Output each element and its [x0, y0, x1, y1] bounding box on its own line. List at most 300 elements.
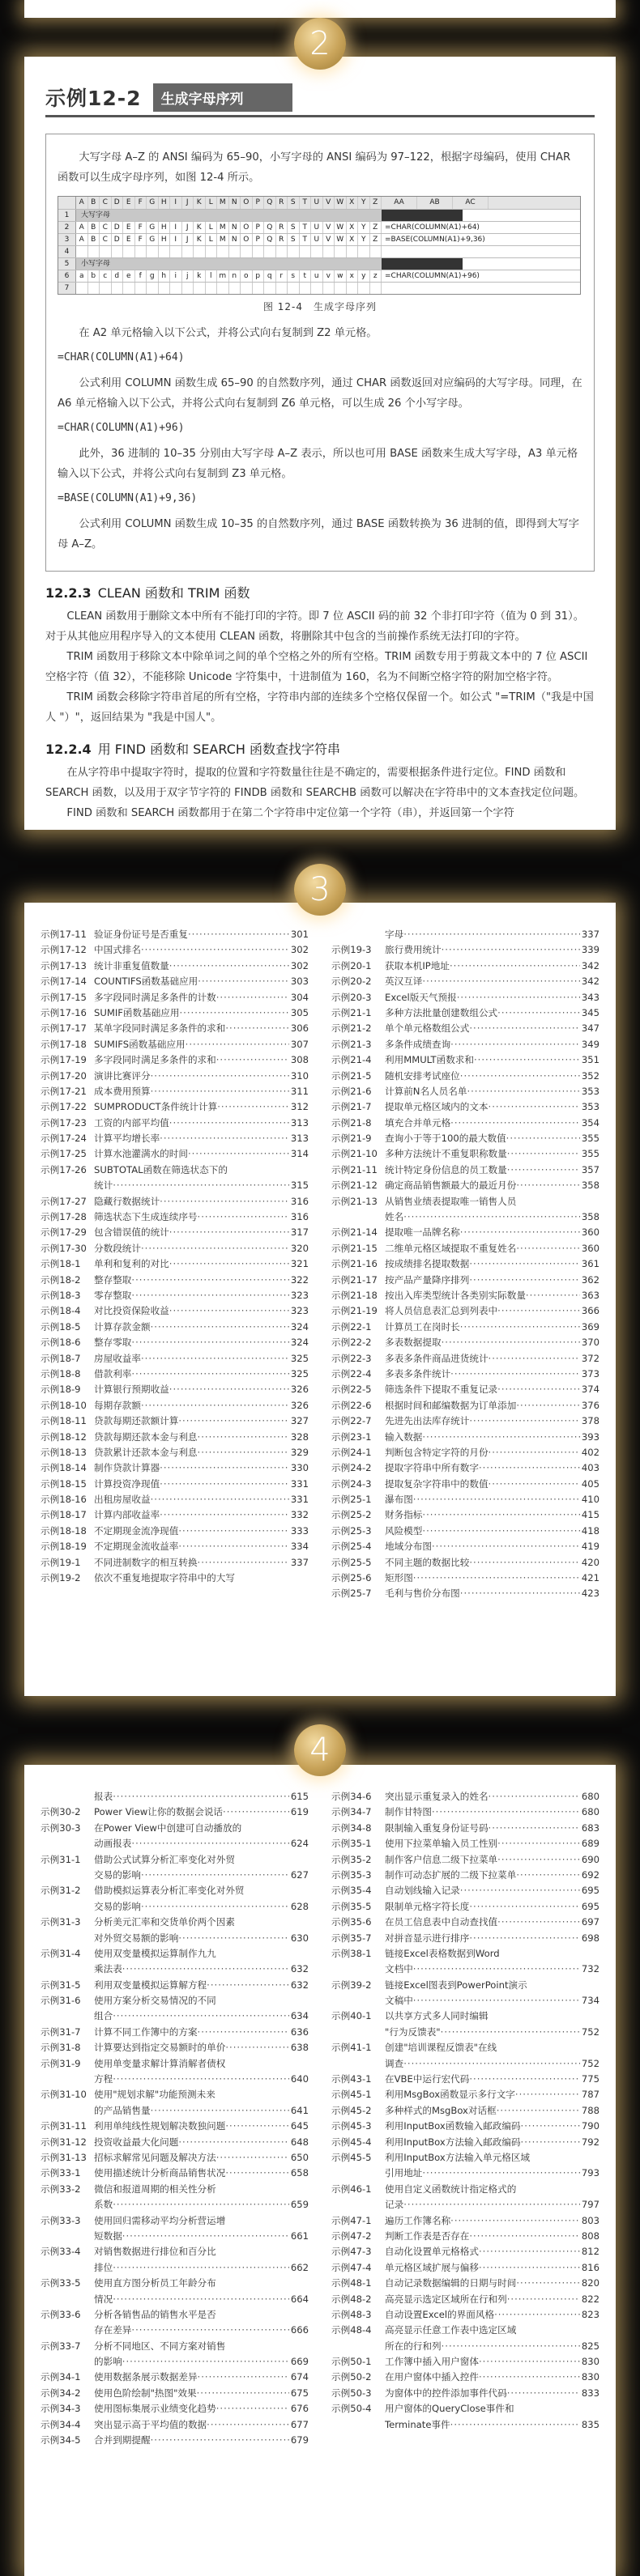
toc-title: "行为反馈表": [385, 2026, 441, 2038]
section-title: 用 FIND 函数和 SEARCH 函数查找字符串: [97, 742, 340, 757]
toc-label: 示例21-9: [331, 1133, 372, 1145]
toc-title: 提取字符串中所有数字: [385, 1462, 479, 1474]
toc-entry: [331, 1209, 599, 1225]
toc-label: 示例45-5: [331, 2151, 372, 2163]
toc-entry: [331, 1005, 599, 1021]
toc-label: 示例19-1: [41, 1556, 81, 1568]
toc-column-right: [320, 1789, 599, 2448]
toc-leader: [432, 1804, 580, 1820]
toc-title: 借款利率: [94, 1367, 132, 1379]
toc-title: 提取唯一品牌名称: [385, 1226, 460, 1239]
empty-cell: [229, 246, 241, 257]
column-letter: V: [323, 197, 335, 209]
toc-page: 640: [290, 2073, 309, 2085]
toc-entry: [41, 2197, 309, 2213]
toc-page: 775: [581, 2073, 599, 2085]
sheet-row: [58, 209, 580, 221]
column-letter: AC: [453, 197, 489, 209]
toc-leader: [197, 2386, 289, 2401]
toc-entry: [41, 1037, 309, 1052]
toc-entry: [331, 2197, 599, 2213]
toc-page: 624: [290, 1838, 309, 1850]
toc-title: 计算水池灌满水的时间: [94, 1148, 188, 1160]
toc-page: 370: [581, 1337, 599, 1349]
step-text-3: 此外，36 进制的 10–35 分别由大写字母 A–Z 表示，所以也可用 BASE 函数来生成大写字母，A3 单元格输入以下公式，并将公式向右复制到 Z3 单元格。: [58, 448, 578, 480]
toc-page: 421: [581, 1572, 599, 1584]
toc-entry: [331, 1099, 599, 1115]
letter-cell: Y: [358, 222, 370, 233]
toc-page: 334: [290, 1541, 309, 1553]
toc-title: SUMPRODUCT条件统计计算: [94, 1101, 218, 1113]
toc-leader: [413, 1492, 580, 1507]
section-badge-4: [294, 1724, 346, 1776]
empty-cell: [159, 283, 171, 294]
toc-label: 示例34-8: [331, 1821, 372, 1834]
toc-label: 示例18-17: [41, 1509, 87, 1521]
toc-page: 790: [581, 2120, 599, 2132]
toc-leader: [225, 2040, 289, 2055]
row-number: 6: [58, 270, 76, 282]
toc-page: 307: [290, 1038, 309, 1050]
letter-cell: M: [217, 234, 229, 245]
toc-leader: [413, 1962, 580, 1977]
toc-leader: [479, 2244, 580, 2259]
toc-title: 以共享方式多人同时编辑: [385, 2010, 489, 2022]
toc-entry: [41, 2307, 309, 2323]
letter-cell: X: [347, 222, 359, 233]
toc-leader: [479, 2370, 580, 2385]
toc-entry: [41, 2025, 309, 2040]
toc-entry: [331, 990, 599, 1005]
empty-cell: [206, 246, 218, 257]
toc-title: 系数: [94, 2199, 113, 2211]
toc-leader: [198, 2370, 289, 2385]
toc-label: 示例19-2: [41, 1572, 81, 1584]
toc-label: 示例25-3: [331, 1524, 372, 1537]
toc-page: 695: [581, 1885, 599, 1897]
toc-label: 示例18-15: [41, 1477, 87, 1490]
toc-page: 323: [290, 1289, 309, 1301]
toc-entry: [331, 1163, 599, 1178]
toc-leader: [457, 990, 580, 1005]
letter-cell: U: [311, 222, 323, 233]
toc-label: 示例31-13: [41, 2151, 87, 2163]
toc-title: 利用InputBox方法输入单元格区域: [385, 2151, 531, 2163]
toc-label: 示例21-1: [331, 1006, 372, 1018]
formula-1: =CHAR(COLUMN(A1)+64): [58, 351, 185, 363]
empty-cell: [170, 246, 182, 257]
toc-label: 示例47-1: [331, 2214, 372, 2226]
empty-cell: [323, 246, 335, 257]
toc-leader: [507, 2292, 580, 2307]
toc-entry: [41, 1052, 309, 1068]
formula-note: =BASE(COLUMN(A1)+9,36): [385, 236, 485, 244]
toc-entry: [331, 1836, 599, 1851]
toc-page: 650: [290, 2151, 309, 2163]
toc-leader: [494, 2307, 580, 2323]
toc-leader: [507, 2386, 580, 2401]
toc-leader: [403, 927, 580, 942]
toc-title: 统计特定身份信息的员工数量: [385, 1163, 507, 1175]
toc-entry: [331, 1351, 599, 1367]
toc-entry: [331, 2229, 599, 2244]
toc-leader: [422, 1524, 579, 1539]
empty-cell: [123, 246, 135, 257]
toc-entry: [41, 1398, 309, 1413]
toc-label: 示例35-4: [331, 1885, 372, 1897]
letter-cell: X: [347, 234, 359, 245]
toc-entry: [331, 2323, 599, 2338]
toc-page: [307, 2307, 309, 2323]
toc-label: 示例19-3: [331, 944, 372, 956]
toc-label: 示例20-1: [331, 959, 372, 971]
empty-cell: [194, 246, 206, 257]
toc-title: 高亮显示选定区域所在行和列: [385, 2293, 507, 2305]
toc-leader: [432, 1539, 580, 1554]
toc-page: 324: [290, 1337, 309, 1349]
column-letter: L: [206, 197, 218, 209]
row-number: 1: [58, 210, 76, 221]
toc-title: 筛选条件下提取不重复记录: [385, 1384, 498, 1396]
toc-title: 为窗体中的控件添加事件代码: [385, 2387, 507, 2399]
toc-page: [307, 1821, 309, 1836]
toc-title: 计算平均增长率: [94, 1133, 160, 1145]
step-text-1: 在 A2 单元格输入以下公式，并将公式向右复制到 Z2 单元格。: [79, 327, 378, 339]
toc-page: 697: [581, 1916, 599, 1928]
toc-page: 303: [290, 976, 309, 988]
toc-title: 使用色阶绘制"热图"效果: [94, 2387, 197, 2399]
toc-page: 632: [290, 1963, 309, 1975]
toc-entry: [41, 1146, 309, 1162]
toc-leader: [216, 2150, 289, 2166]
toc-label: 示例33-7: [41, 2340, 81, 2352]
column-letter: AB: [417, 197, 453, 209]
toc-entry: [331, 1194, 599, 1209]
toc-page: 628: [290, 1900, 309, 1912]
toc-page: 666: [290, 2324, 309, 2336]
toc-leader: [507, 1163, 580, 1178]
toc-title: 制作甘特图: [385, 1806, 432, 1818]
toc-label: 示例17-23: [41, 1116, 87, 1129]
toc-leader: [223, 1804, 289, 1820]
toc-label: 示例31-5: [41, 1979, 81, 1991]
toc-title: 多条件成绩查询: [385, 1038, 451, 1050]
empty-cell: [135, 283, 147, 294]
body-paragraph: CLEAN 函数用于删除文本中所有不能打印的字符。即 7 位 ASCII 码的前 32 个非打印字符（值为 0 到 31）。对于从其他应用程序导入的文本使用 CLEAN 函数，将删除其中包含的当前操作系统无法打印的字符。: [45, 610, 584, 643]
toc-entry: [331, 1335, 599, 1350]
toc-entry: [41, 1225, 309, 1240]
toc-entry: [41, 2119, 309, 2134]
toc-page: 419: [581, 1541, 599, 1553]
toc-label: 示例18-12: [41, 1430, 87, 1443]
toc-entry: [41, 1978, 309, 1993]
toc-page: 337: [290, 1556, 309, 1568]
toc-label: 示例48-4: [331, 2324, 372, 2336]
toc-title: 利用MMULT函数求和: [385, 1054, 474, 1066]
toc-entry: [41, 1320, 309, 1335]
toc-page: 787: [581, 2089, 599, 2101]
toc-page: 788: [581, 2104, 599, 2116]
toc-page: 322: [290, 1273, 309, 1286]
sheet-band: 小写字母: [76, 258, 382, 270]
toc-title: 创建"培训课程反馈表"在线: [385, 2042, 497, 2054]
toc-leader: [497, 1005, 580, 1021]
toc-page: 680: [581, 1806, 599, 1818]
toc-entry: [331, 1178, 599, 1193]
toc-entry: [41, 1492, 309, 1507]
toc-title: 判断工作表是否存在: [385, 2230, 470, 2242]
toc-label: 示例33-1: [41, 2167, 81, 2179]
toc-label: 示例17-24: [41, 1133, 87, 1145]
toc-label: 示例31-8: [41, 2042, 81, 2054]
toc-leader: [489, 1445, 580, 1460]
toc-leader: [521, 2135, 580, 2150]
toc-leader: [151, 2103, 289, 2119]
toc-title: 自动划线输入记录: [385, 1885, 460, 1897]
letter-cell: c: [100, 270, 112, 282]
toc-entry: [331, 959, 599, 974]
toc-leader: [469, 1413, 580, 1429]
column-letter: B: [88, 197, 100, 209]
toc-entry: [41, 1915, 309, 1930]
toc-page: 825: [581, 2340, 599, 2352]
toc-title: 筛选状态下生成连续序号: [94, 1211, 198, 1223]
toc-label: 示例22-3: [331, 1352, 372, 1364]
toc-entry: [331, 2040, 599, 2055]
toc-leader: [479, 1460, 580, 1476]
toc-leader: [450, 959, 580, 974]
toc-entry: [331, 1492, 599, 1507]
toc-title: 利用双变量模拟运算解方程: [94, 1979, 207, 1991]
badge-number: 4: [309, 1732, 331, 1769]
toc-page: 792: [581, 2136, 599, 2148]
toc-leader: [131, 1367, 288, 1382]
toc-title: 使用直方图分析员工年龄分布: [94, 2277, 216, 2289]
toc-page: 835: [581, 2418, 599, 2430]
toc-leader: [460, 1069, 580, 1084]
toc-page: 369: [581, 1320, 599, 1333]
toc-title: 不同进制数字的相互转换: [94, 1556, 198, 1568]
toc-title: 风险模型: [385, 1524, 423, 1537]
column-letter: M: [217, 197, 229, 209]
toc-entry: [331, 1899, 599, 1915]
toc-title: 使用描述统计分析商品销售状况: [94, 2167, 226, 2179]
toc-page: 349: [581, 1038, 599, 1050]
toc-page: 345: [581, 1006, 599, 1018]
toc-page: [307, 2244, 309, 2259]
toc-page: 355: [581, 1133, 599, 1145]
letter-cell: j: [182, 270, 194, 282]
toc-page: 357: [581, 1163, 599, 1175]
toc-leader: [469, 1899, 580, 1915]
toc-leader: [198, 1555, 289, 1571]
toc-leader: [169, 1256, 289, 1272]
toc-title: 在用户窗体中插入控件: [385, 2371, 479, 2383]
toc-leader: [460, 1586, 580, 1601]
toc-page: 339: [581, 944, 599, 956]
toc-leader: [151, 1084, 289, 1099]
toc-label: 示例31-6: [41, 1995, 81, 2007]
empty-cell: [112, 246, 124, 257]
toc-page: [307, 2182, 309, 2197]
toc-title: SUMIF函数基础应用: [94, 1006, 180, 1018]
letter-cell: F: [135, 222, 147, 233]
letter-cell: r: [276, 270, 288, 282]
toc-page: 354: [581, 1116, 599, 1129]
toc-page: [307, 2339, 309, 2354]
toc-label: 示例45-4: [331, 2136, 372, 2148]
toc-entry: [331, 2354, 599, 2370]
toc-leader: [469, 2072, 579, 2087]
toc-leader: [516, 1398, 580, 1413]
toc-entry: [331, 1037, 599, 1052]
toc-entry: [41, 1460, 309, 1476]
toc-entry: [41, 1899, 309, 1915]
toc-entry: [41, 1962, 309, 1977]
column-header-row: [58, 197, 580, 209]
toc-title: 的影响: [94, 2356, 122, 2368]
letter-cell: P: [253, 234, 265, 245]
toc-page: 808: [581, 2230, 599, 2242]
toc-title: 计算存款金额: [94, 1320, 151, 1333]
toc-leader: [141, 1351, 289, 1367]
toc-label: 示例31-1: [41, 1853, 81, 1865]
toc-title: 借助公式试算分析汇率变化对外贸: [94, 1853, 235, 1865]
toc-label: 示例22-6: [331, 1399, 372, 1411]
toc-leader: [422, 1430, 579, 1445]
toc-title: 限制单元格字符长度: [385, 1900, 470, 1912]
toc-label: 示例18-18: [41, 1524, 87, 1537]
toc-leader: [479, 2260, 580, 2276]
toc-page: 662: [290, 2261, 309, 2273]
toc-title: 先进先出法库存统计: [385, 1415, 470, 1427]
toc-entry: [41, 1789, 309, 1804]
toc-page: 645: [290, 2120, 309, 2132]
toc-leader: [497, 1382, 580, 1397]
badge-number: 3: [309, 871, 331, 908]
letter-cell: t: [300, 270, 312, 282]
toc-leader: [442, 942, 580, 958]
toc-label: 示例21-6: [331, 1085, 372, 1097]
empty-cell: [241, 246, 253, 257]
letter-cell: w: [335, 270, 347, 282]
letter-cell: o: [241, 270, 253, 282]
toc-label: 示例30-3: [41, 1821, 81, 1834]
toc-title: 二维单元格区域提取不重复姓名: [385, 1242, 517, 1254]
toc-label: 示例17-29: [41, 1226, 87, 1239]
toc-title: 在VBE中运行宏代码: [385, 2073, 470, 2085]
toc-label: 示例38-1: [331, 1947, 372, 1959]
toc-label: 示例34-5: [41, 2434, 81, 2446]
letter-cell: J: [182, 222, 194, 233]
toc-leader: [497, 1915, 580, 1930]
toc-title: 利用单纯线性规划解决数独问题: [94, 2120, 226, 2132]
toc-entry: [41, 1194, 309, 1209]
toc-leader: [198, 1209, 289, 1225]
toc-label: 示例34-4: [41, 2418, 81, 2430]
toc-page: 676: [290, 2403, 309, 2415]
toc-title: 成本费用预算: [94, 1085, 151, 1097]
toc-title: 情况: [94, 2293, 113, 2305]
toc-label: 示例34-3: [41, 2403, 81, 2415]
toc-title: 乘法表: [94, 1963, 122, 1975]
toc-title: 多字段同时满足多条件的计数: [94, 991, 216, 1003]
toc-page: 403: [581, 1462, 599, 1474]
letter-cell: S: [288, 234, 300, 245]
toc-entry: [331, 1430, 599, 1445]
toc-title: 计算前N名人员名单: [385, 1085, 467, 1097]
toc-title: 确定商品销售额最大的最近月份: [385, 1180, 517, 1192]
toc-leader: [141, 1868, 289, 1883]
toc-page: 362: [581, 1273, 599, 1286]
toc-label: 示例18-14: [41, 1462, 87, 1474]
toc-label: 示例48-1: [331, 2277, 372, 2289]
toc-leader: [216, 1052, 289, 1068]
letter-cell: z: [370, 270, 382, 282]
toc-leader: [403, 2197, 580, 2213]
toc-entry: [41, 1821, 309, 1836]
toc-entry: [41, 927, 309, 942]
toc-title: 工资的内部平均值: [94, 1116, 169, 1129]
toc-entry: [331, 1413, 599, 1429]
toc-page: 415: [581, 1509, 599, 1521]
sheet-row: [58, 257, 580, 270]
toc-entry: [331, 2213, 599, 2229]
toc-title: 文档中: [385, 1963, 413, 1975]
toc-title: 报表: [94, 1791, 113, 1802]
toc-title: 不定期现金流净现值: [94, 1524, 179, 1537]
toc-leader: [169, 959, 289, 974]
toc-label: 示例35-5: [331, 1900, 372, 1912]
toc-page: 363: [581, 1289, 599, 1301]
toc-entry: [331, 1382, 599, 1397]
toc-title: 财务指标: [385, 1509, 423, 1521]
toc-leader: [122, 1962, 289, 1977]
toc-title: 贷款每期还款本金与利息: [94, 1430, 198, 1443]
toc-title: 在员工信息表中自动查找值: [385, 1916, 498, 1928]
toc-title: 计算投资净现值: [94, 1477, 160, 1490]
sheet-row: [58, 245, 580, 257]
empty-cell: [288, 283, 300, 294]
toc-page: 405: [581, 1477, 599, 1490]
toc-label: 示例18-2: [41, 1273, 81, 1286]
toc-leader: [160, 1460, 289, 1476]
letter-cell: N: [229, 234, 241, 245]
toc-title: 按成绩排名提取数据: [385, 1258, 470, 1270]
toc-leader: [178, 2135, 289, 2150]
toc-entry: [41, 1539, 309, 1554]
empty-cell: [88, 283, 100, 294]
empty-cell: [135, 246, 147, 257]
toc-title: 单利和复利的对比: [94, 1258, 169, 1270]
letter-cell: G: [147, 234, 159, 245]
toc-page: 342: [581, 959, 599, 971]
toc-title: 贷款累计还款本金与利息: [94, 1446, 198, 1458]
toc-entry: [331, 1571, 599, 1586]
toc-title: 填充合并单元格: [385, 1116, 451, 1129]
letter-cell: I: [170, 234, 182, 245]
toc-entry: [331, 1256, 599, 1272]
toc-title: 方程: [94, 2073, 113, 2085]
toc-title: 组合: [94, 2010, 113, 2022]
toc-leader: [169, 1382, 289, 1397]
toc-leader: [497, 1852, 580, 1868]
toc-entry: [41, 1163, 309, 1178]
toc-title: 使用图标集展示业绩变化趋势: [94, 2403, 216, 2415]
toc-label: 示例35-2: [331, 1853, 372, 1865]
toc-leader: [469, 1256, 580, 1272]
toc-label: 示例35-3: [331, 1868, 372, 1881]
